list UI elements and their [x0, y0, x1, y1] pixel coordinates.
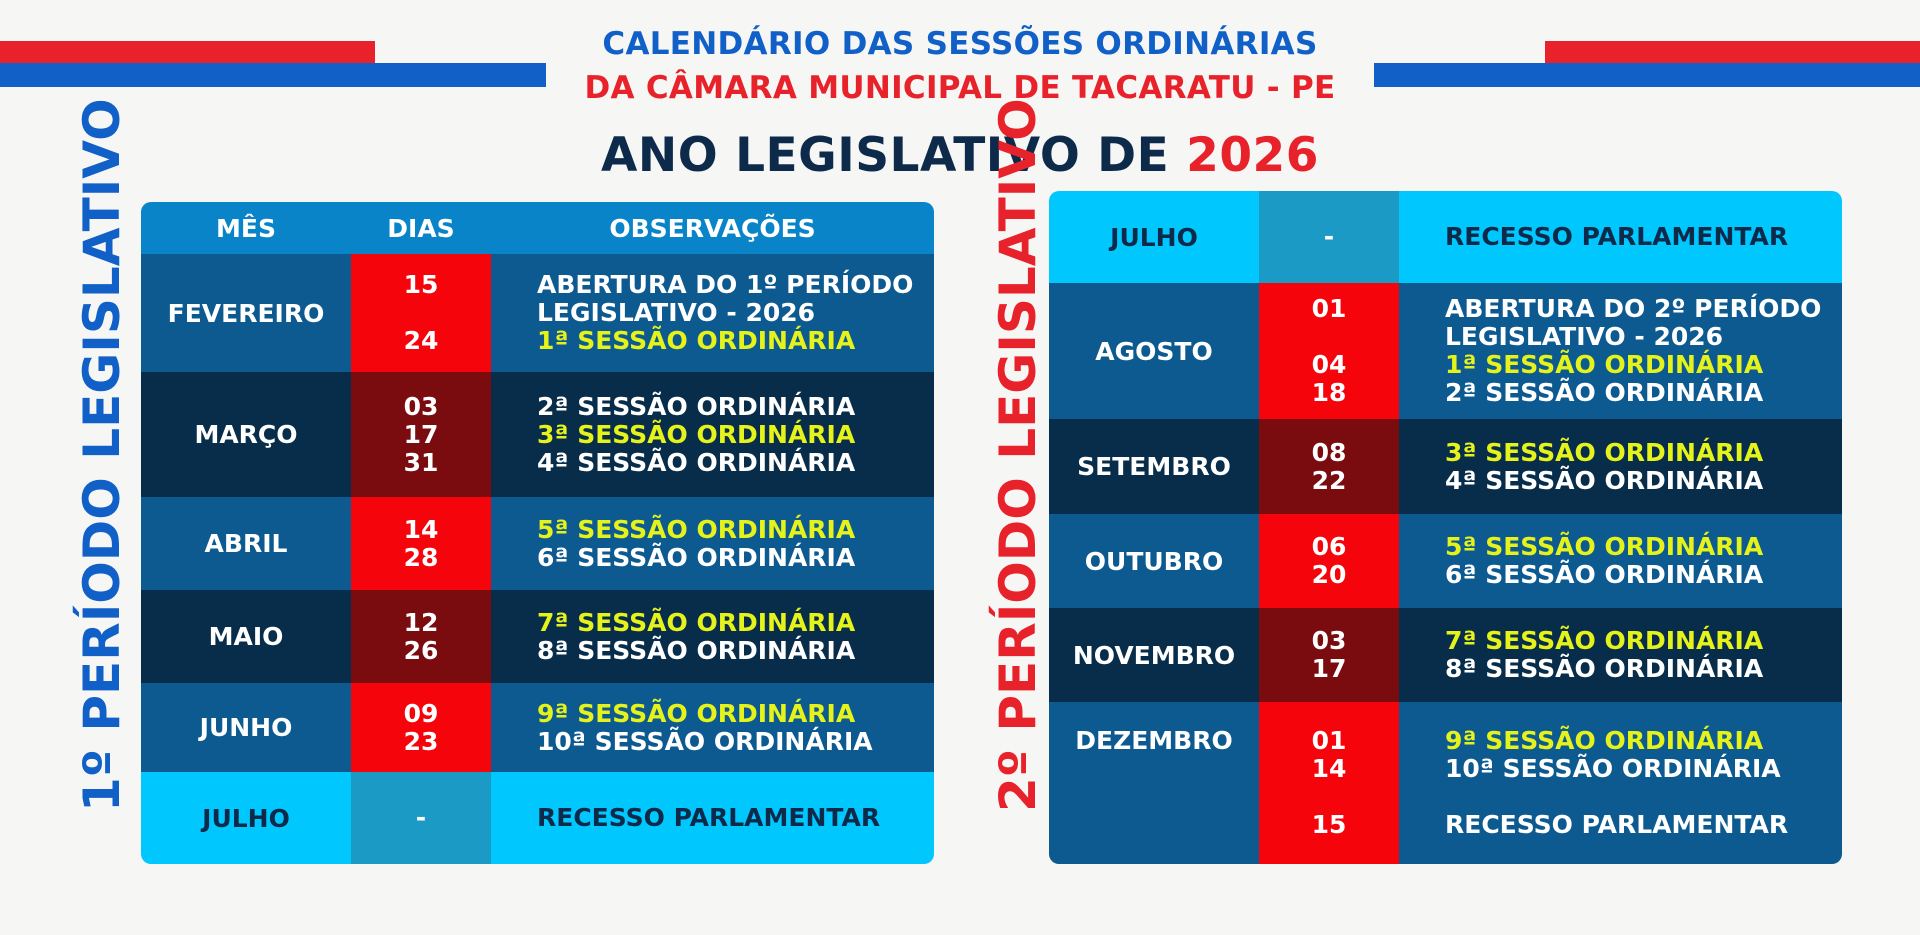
obs-line: LEGISLATIVO - 2026 [1445, 322, 1724, 351]
month-name [1049, 702, 1259, 864]
day: 28 [403, 542, 439, 572]
month-name: FEVEREIRO [167, 298, 325, 328]
table-row [1049, 514, 1842, 608]
month-name: SETEMBRO [1077, 452, 1231, 481]
obs-line: 2ª SESSÃO ORDINÁRIA [1445, 378, 1764, 407]
obs-line: 7ª SESSÃO ORDINÁRIA [537, 607, 856, 637]
observations [1399, 283, 1842, 419]
obs-line: RECESSO PARLAMENTAR [537, 803, 881, 832]
day: 08 [1311, 437, 1347, 467]
table-row [1049, 608, 1842, 702]
observations [491, 497, 934, 590]
session-days [351, 254, 491, 372]
observations [1399, 419, 1842, 514]
session-days [1259, 419, 1399, 514]
month-name: JULHO [1110, 222, 1198, 252]
period1-header-row [141, 202, 934, 254]
day: 17 [403, 419, 439, 449]
obs-line: 6ª SESSÃO ORDINÁRIA [537, 542, 856, 572]
day: 14 [1311, 754, 1347, 783]
obs-line: 3ª SESSÃO ORDINÁRIA [1445, 437, 1764, 467]
legislative-year-title [0, 128, 1920, 183]
day: 03 [403, 391, 439, 421]
header-mes: MÊS [216, 213, 276, 243]
obs-line: 10ª SESSÃO ORDINÁRIA [1445, 754, 1781, 783]
table-row [141, 590, 934, 683]
day: 24 [403, 326, 439, 355]
table-row [141, 254, 934, 372]
header-observacoes: OBSERVAÇÕES [609, 213, 816, 243]
day: 01 [1311, 726, 1347, 755]
period2-table [1049, 191, 1842, 864]
obs-line: 9ª SESSÃO ORDINÁRIA [1445, 726, 1764, 755]
obs-line: 5ª SESSÃO ORDINÁRIA [537, 514, 856, 544]
observations [1399, 608, 1842, 702]
observations [1399, 702, 1842, 864]
observations [491, 254, 934, 372]
table-row [141, 683, 934, 772]
day: 01 [1311, 294, 1347, 323]
day: 03 [1311, 626, 1347, 655]
day: 26 [403, 635, 439, 665]
day: - [1323, 222, 1335, 251]
session-days [351, 372, 491, 497]
obs-line: 6ª SESSÃO ORDINÁRIA [1445, 560, 1764, 589]
table-row [1049, 702, 1842, 864]
month-name: ABRIL [204, 529, 288, 558]
day: 14 [403, 514, 439, 544]
obs-line: 5ª SESSÃO ORDINÁRIA [1445, 532, 1764, 561]
year-prefix: ANO LEGISLATIVO DE [601, 128, 1187, 183]
year-value: 2026 [1186, 128, 1319, 183]
session-days [1259, 283, 1399, 419]
observations [491, 683, 934, 772]
obs-line: RECESSO PARLAMENTAR [1445, 810, 1789, 839]
day: 15 [1311, 810, 1347, 839]
observations [491, 772, 934, 864]
obs-line: 1ª SESSÃO ORDINÁRIA [1445, 350, 1764, 379]
obs-line: 2ª SESSÃO ORDINÁRIA [537, 391, 856, 421]
header-dias: DIAS [387, 213, 455, 243]
header-title-line1: CALENDÁRIO DAS SESSÕES ORDINÁRIAS [602, 26, 1318, 62]
observations [1399, 191, 1842, 283]
day: - [415, 803, 427, 832]
obs-line: 7ª SESSÃO ORDINÁRIA [1445, 626, 1764, 655]
month-name: NOVEMBRO [1072, 640, 1236, 670]
observations [1399, 514, 1842, 608]
table-row [141, 497, 934, 590]
period2-vertical-label: 2º PERÍODO LEGISLATIVO [989, 98, 1047, 812]
table-row [141, 772, 934, 864]
table-row [141, 372, 934, 497]
obs-line: 8ª SESSÃO ORDINÁRIA [1445, 654, 1764, 683]
observations [491, 590, 934, 683]
month-name: MARÇO [194, 420, 298, 449]
day: 31 [403, 447, 439, 477]
day: 23 [403, 726, 439, 756]
month-label: DEZEMBRO [1075, 726, 1233, 755]
day: 06 [1311, 532, 1347, 561]
session-days [351, 590, 491, 683]
obs-line: 9ª SESSÃO ORDINÁRIA [537, 698, 856, 728]
month-name: JUNHO [199, 713, 293, 742]
obs-line: ABERTURA DO 1º PERÍODO [537, 270, 914, 299]
day: 20 [1311, 560, 1347, 589]
obs-line: LEGISLATIVO - 2026 [537, 298, 816, 327]
observations [491, 372, 934, 497]
session-days [351, 772, 491, 864]
table-row [1049, 191, 1842, 283]
session-days [1259, 608, 1399, 702]
header-title-line2: DA CÂMARA MUNICIPAL DE TACARATU - PE [584, 70, 1336, 106]
month-name: JULHO [202, 803, 290, 833]
day: 12 [403, 607, 439, 637]
day: 17 [1311, 654, 1347, 683]
session-days [1259, 702, 1399, 864]
table-row [1049, 283, 1842, 419]
table-row [1049, 419, 1842, 514]
day: 15 [403, 270, 439, 299]
month-name: OUTUBRO [1084, 546, 1224, 576]
obs-line: 10ª SESSÃO ORDINÁRIA [537, 726, 873, 756]
obs-line: ABERTURA DO 2º PERÍODO [1445, 294, 1822, 323]
obs-line: RECESSO PARLAMENTAR [1445, 222, 1789, 251]
session-days [351, 683, 491, 772]
month-name: AGOSTO [1095, 336, 1213, 366]
month-name: MAIO [208, 622, 284, 651]
day: 22 [1311, 465, 1347, 495]
session-days [351, 497, 491, 590]
session-days [1259, 514, 1399, 608]
day: 09 [403, 698, 439, 728]
day: 18 [1311, 378, 1347, 407]
period1-vertical-label: 1º PERÍODO LEGISLATIVO [73, 98, 131, 812]
session-days [1259, 191, 1399, 283]
day: 04 [1311, 350, 1347, 379]
obs-line: 8ª SESSÃO ORDINÁRIA [537, 635, 856, 665]
obs-line: 4ª SESSÃO ORDINÁRIA [1445, 465, 1764, 495]
obs-line: 4ª SESSÃO ORDINÁRIA [537, 447, 856, 477]
period1-table [141, 202, 934, 864]
obs-line: 3ª SESSÃO ORDINÁRIA [537, 419, 856, 449]
obs-line: 1ª SESSÃO ORDINÁRIA [537, 326, 856, 355]
